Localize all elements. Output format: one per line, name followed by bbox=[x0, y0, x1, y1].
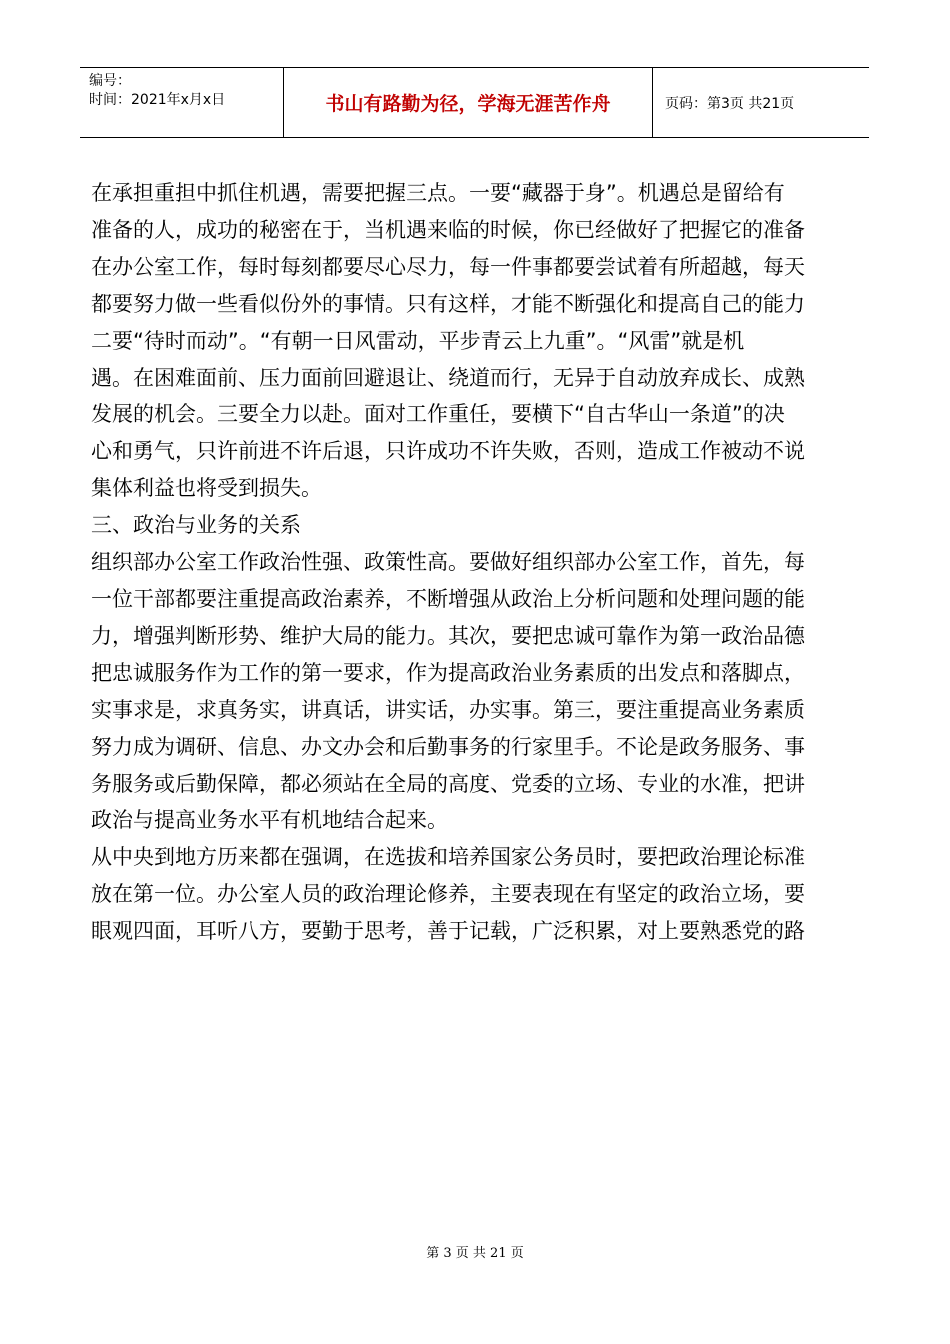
body-line: 心和勇气，只许前进不许后退，只许成功不许失败，否则，造成工作被动不说 bbox=[91, 439, 805, 464]
body-line: 二要“待时而动”。“有朝一日风雷动，平步青云上九重”。“风雷”就是机 bbox=[91, 328, 745, 353]
body-line: 在办公室工作，每时每刻都要尽心尽力，每一件事都要尝试着有所超越，每天 bbox=[91, 254, 805, 279]
body-line: 准备的人，成功的秘密在于，当机遇来临的时候，你已经做好了把握它的准备 bbox=[91, 217, 805, 242]
document-body bbox=[91, 175, 871, 950]
body-line: 在承担重担中抓住机遇，需要把握三点。一要“藏器于身”。机遇总是留给有 bbox=[91, 181, 785, 205]
body-line: 一位干部都要注重提高政治素养，不断增强从政治上分析问题和处理问题的能 bbox=[91, 586, 805, 611]
header-page-cell bbox=[653, 68, 869, 137]
body-line: 力，增强判断形势、维护大局的能力。其次，要把忠诚可靠作为第一政治品德 bbox=[91, 623, 805, 648]
date-label: 时间：2021年x月x日 bbox=[89, 92, 226, 108]
body-line: 发展的机会。三要全力以赴。面对工作重任，要横下“自古华山一条道”的决 bbox=[91, 402, 785, 427]
section-heading: 三、政治与业务的关系 bbox=[91, 513, 301, 538]
body-line: 实事求是，求真务实，讲真话，讲实话，办实事。第三，要注重提高业务素质 bbox=[91, 697, 805, 722]
body-line: 眼观四面，耳听八方，要勤于思考，善于记载，广泛积累，对上要熟悉党的路 bbox=[91, 919, 805, 944]
body-line: 集体利益也将受到损失。 bbox=[91, 476, 322, 501]
page-code: 页码：第3页 共21页 bbox=[665, 96, 795, 112]
body-line: 都要努力做一些看似份外的事情。只有这样，才能不断强化和提高自己的能力 bbox=[91, 291, 805, 316]
body-line: 把忠诚服务作为工作的第一要求，作为提高政治业务素质的出发点和落脚点， bbox=[91, 660, 805, 685]
body-line: 放在第一位。办公室人员的政治理论修养，主要表现在有坚定的政治立场，要 bbox=[91, 882, 805, 907]
page-header bbox=[80, 67, 869, 138]
body-line: 务服务或后勤保障，都必须站在全局的高度、党委的立场、专业的水准，把讲 bbox=[91, 771, 805, 796]
body-line: 政治与提高业务水平有机地结合起来。 bbox=[91, 808, 448, 833]
body-line: 努力成为调研、信息、办文办会和后勤事务的行家里手。不论是政务服务、事 bbox=[91, 734, 805, 759]
page-footer: 第 3 页 共 21 页 bbox=[426, 1246, 524, 1261]
body-line: 遇。在困难面前、压力面前回避退让、绕道而行，无异于自动放弃成长、成熟 bbox=[91, 365, 805, 390]
body-line: 从中央到地方历来都在强调，在选拔和培养国家公务员时，要把政治理论标准 bbox=[91, 845, 805, 870]
number-label: 编号： bbox=[89, 73, 131, 89]
motto-text: 书山有路勤为径，学海无涯苦作舟 bbox=[325, 93, 611, 115]
header-motto-cell bbox=[284, 68, 653, 137]
body-line: 组织部办公室工作政治性强、政策性高。要做好组织部办公室工作，首先，每 bbox=[91, 550, 805, 575]
header-left-cell bbox=[80, 68, 284, 137]
